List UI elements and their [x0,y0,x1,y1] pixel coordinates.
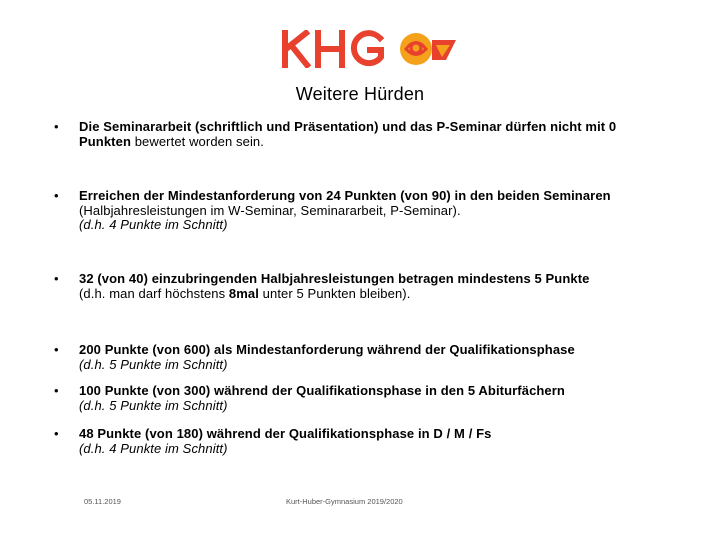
item-normal: (Halbjahresleistungen im W-Seminar, Seminararbeit, P-Seminar). [79,202,461,218]
khg-logo [280,30,458,68]
bullet: • [54,426,59,441]
rose-icon [400,33,456,65]
item-bold: Die Seminararbeit (schriftlich und Präsentation) und das P-Seminar dürfen nicht mit 0 Punkten [79,119,617,149]
footer-date: 05.11.2019 [84,497,121,506]
item-bold: Erreichen der Mindestanforderung von 24 Punkten (von 90) in den beiden Seminaren [79,188,611,203]
item-bold: 48 Punkte (von 180) während der Qualifikationsphase in D / M / Fs [79,426,492,441]
item-note: (d.h. 5 Punkte im Schnitt) [79,397,228,413]
item-normal: bewertet worden sein. [130,133,264,149]
item-note: (d.h. man darf höchstens 8mal unter 5 Punkten bleiben). [79,285,411,301]
item-note: (d.h. 4 Punkte im Schnitt) [79,217,228,232]
item-bold: 100 Punkte (von 300) während der Qualifikationsphase in den 5 Abiturfächern [79,383,565,398]
bullet: • [54,383,59,398]
item-bold: 32 (von 40) einzubringenden Halbjahresleistungen betragen mindestens 5 Punkte [79,271,590,286]
item-bold: 200 Punkte (von 600) als Mindestanforderung während der Qualifikationsphase [79,342,575,357]
footer-school: Kurt-Huber-Gymnasium 2019/2020 [286,497,403,506]
bullet: • [54,188,59,203]
item-note: (d.h. 5 Punkte im Schnitt) [79,356,228,372]
bullet: • [54,271,59,286]
bullet: • [54,119,59,134]
item-note: (d.h. 4 Punkte im Schnitt) [79,440,228,456]
bullet: • [54,342,59,357]
slide-title: Weitere Hürden [295,84,425,104]
